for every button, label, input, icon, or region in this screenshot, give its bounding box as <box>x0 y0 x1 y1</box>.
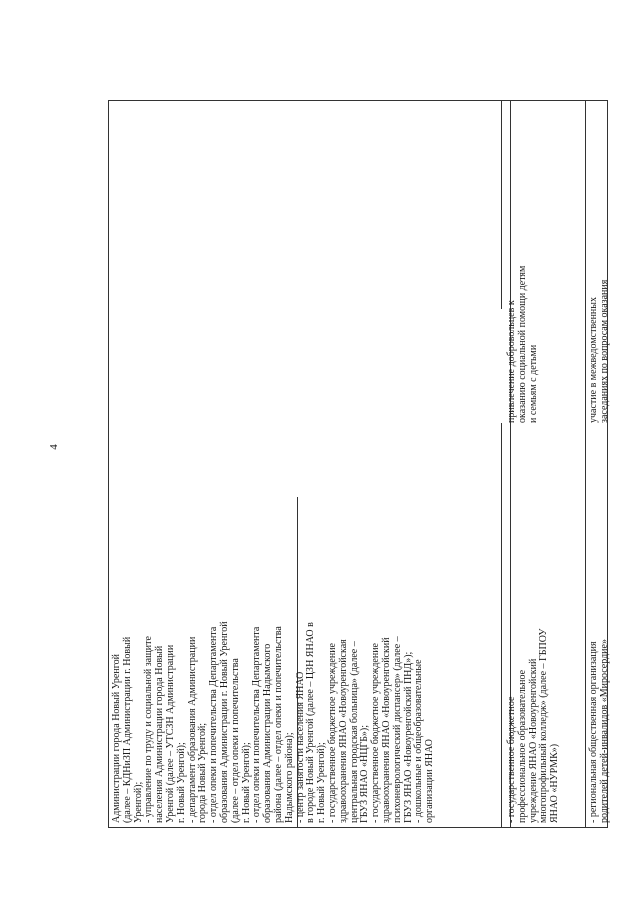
page-number: 4 <box>48 444 60 450</box>
text-line: психоневрологический диспансер» (далее – <box>391 636 403 823</box>
text-line: Администрации города Новый Уренгой <box>111 654 122 823</box>
text-line: - отдел опеки и попечительства Департамента <box>208 626 220 823</box>
text-line: (далее – КДНиЗП Администрации г. Новый <box>121 636 133 823</box>
org-cell-mirosozdanie <box>585 101 609 827</box>
text-line: профессиональное образовательное <box>516 669 528 823</box>
text-line: многопрофильный колледж» (далее – ГБПОУ <box>538 628 550 823</box>
text-line: и семьям с детьми <box>527 344 539 423</box>
org-list-main <box>112 303 436 823</box>
text-line: в городе Новый Уренгой (далее – ЦЗН ЯНАО в <box>305 622 317 823</box>
text-line: Уренгой); <box>132 781 144 823</box>
text-line: города Новый Уренгой; <box>197 722 209 823</box>
text-line: привлечение добровольцев к <box>506 300 517 423</box>
text-line: - государственное бюджетное учреждение <box>326 643 338 823</box>
text-line: г. Новый Уренгой); <box>175 742 187 823</box>
activity-college <box>507 123 539 423</box>
activity-mirosozdanie <box>589 123 611 423</box>
text-line: заседаниях по вопросам оказания <box>598 279 610 423</box>
text-line: ГБУЗ ЯНАО «Новоуренгойский ПНД»); <box>402 651 414 823</box>
text-line: участие в межведомственных <box>588 297 599 423</box>
org-cell-college <box>501 101 585 827</box>
text-line: - государственное бюджетное учреждение <box>370 643 382 823</box>
text-line: - управление по труду и социальной защите <box>143 636 155 823</box>
cooperation-table <box>108 100 608 828</box>
text-line: - центр занятости населения ЯНАО <box>294 671 306 823</box>
text-line: - отдел опеки и попечительства Департамента <box>251 626 263 823</box>
text-line: учреждение ЯНАО «Новоуренгойский <box>527 658 539 823</box>
text-line: здравоохранения ЯНАО «Новоуренгойский <box>380 637 392 823</box>
text-line: центральная городская больница» (далее – <box>348 641 360 823</box>
text-line: района (далее – отдел опеки и попечительства <box>272 626 284 823</box>
text-line: ЯНАО «НУРМК») <box>549 743 561 823</box>
text-line: образования Администрации Надымского <box>262 643 274 823</box>
text-line: здравоохранения ЯНАО «Новоуренгойская <box>337 639 349 823</box>
text-line: Уренгой (далее – УТСЗН Администрации <box>164 644 176 823</box>
text-line: образования Администрации г. Новый Уренгой <box>218 621 230 823</box>
text-line: г. Новый Уренгой); <box>316 742 328 823</box>
text-line: - региональная общественная организация <box>588 641 599 823</box>
text-line: - государственное бюджетное <box>506 696 517 823</box>
text-line: - департамент образования Администрации <box>186 636 198 823</box>
text-line: - дошкольные и общеобразовательные <box>413 659 425 823</box>
text-line: (далее – отдел опеки и попечительства <box>229 658 241 823</box>
text-line: организации ЯНАО <box>424 738 436 823</box>
text-line: родителей детей-инвалидов «Миросердие» <box>598 639 610 823</box>
text-line: населения Администрации города Новый <box>154 645 166 823</box>
org-cell-main <box>109 101 501 827</box>
text-line: ГБУЗ ЯНАО «НЦГБ»); <box>359 724 371 823</box>
text-line: Надымского района); <box>283 732 295 823</box>
text-line: г. Новый Уренгой); <box>240 742 252 823</box>
text-line: оказанию социальной помощи детям <box>516 265 528 423</box>
